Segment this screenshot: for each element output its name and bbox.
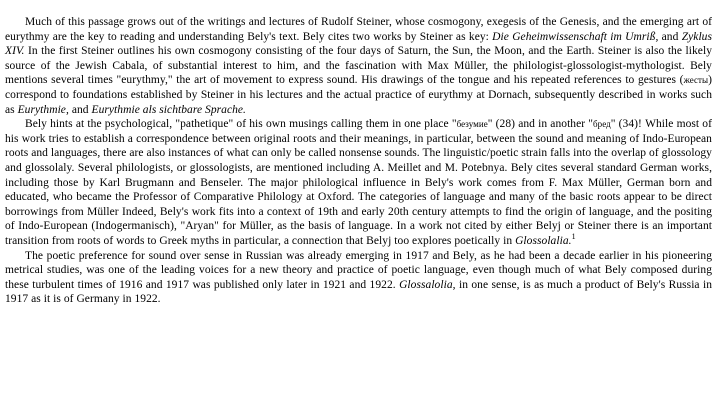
paragraph-poetic-preference — [5, 249, 712, 307]
text-run: ) correspond to foundations established by Steiner in his lectures and the actual practice of eurythmy at Dornach, subsequently described in works such as — [5, 74, 712, 116]
text-run: and — [658, 30, 682, 43]
book-title-sichtbare-sprache: Eurythmie als sichtbare Sprache. — [91, 103, 246, 116]
text-run: in one sense, is as much a product of Bely's Russia in 1917 as it is of Germany in 1922. — [5, 278, 713, 306]
book-title-glossolalia: Glossolalia. — [515, 234, 572, 247]
russian-term: жесты — [683, 75, 709, 86]
book-title-geheimwissenschaft: Die Geheimwissenschaft im Umriß, — [492, 30, 659, 43]
book-title-eurythmie: Eurythmie, — [17, 103, 69, 116]
book-title-zyklus: Zyklus XIV. — [5, 30, 713, 58]
russian-term: безумие — [456, 119, 488, 130]
text-run: Much of this passage grows out of the writings and lectures of Rudolf Steiner, whose cosmogony, exegesis of the Genesis, and the emerging art of eurythmy are the key to reading and understanding Bely's text. Bely cites two works by Steiner as key: — [5, 16, 712, 43]
text-run: In the first Steiner outlines his own cosmogony consisting of the four days of Saturn, the Sun, the Moon, and the Earth. Steiner is also the likely source of the Jewish Cabala, of substantial interest to him, and the fascination with Max Müller, the philologist-glossologist-mythologist. Bely mentions several times "eurythmy," the art of movement to express sound. His drawings of the tongue and his repeated references to gestures ( — [5, 45, 712, 87]
book-title-glossalolia: Glossalolia, — [399, 278, 456, 291]
paragraph-steiner — [5, 15, 712, 117]
russian-term: бред — [593, 119, 611, 130]
text-run: Bely hints at the psychological, "pathetique" of his own musings calling them in one place " — [25, 118, 457, 131]
footnote-marker[interactable]: 1 — [571, 232, 576, 242]
text-run: and — [68, 103, 92, 116]
text-run: The poetic preference for sound over sense in Russian was already emerging in 1917 and Bely, as he had been a decade earlier in his pioneering metrical studies, was one of the leading voices for a new theory and practice of poetic language, even though much of what Bely composed during these turbulent times of 1916 and 1917 was published only later in 1921 and 1922. — [5, 249, 712, 291]
paragraph-philology — [5, 117, 712, 248]
text-run: " (34)! While most of his work tries to establish a correspondence between original roots and their meanings, in particular, between the sound and meaning of Indo-European roots and languages, there are also instances of what can only be called nonsense sounds. The linguistic/poetic strain falls into the overlap of glossology and glossolaly. Several philologists, or glossologists, are mentioned including A. Meillet and M. Potebnya. Bely cites several standard German works, including those by Karl Brugmann and Benseler. The major philological influence in Bely's work comes from F. Max Müller, German born and educated, who became the Professor of Comparative Philology at Oxford. The categories of language and many of the basic roots appear to be direct borrowings from Müller Indeed, Bely's work fits into a context of 19th and early 20th century attempts to find the origin of language, and the positing of Indo-European (Indogermanisch), "Aryan" for Müller, as the basis of language. In a work not cited by either Belyj or Steiner there is an important transition from roots of words to Greek myths in particular, a connection that Belyj too explores poetically in — [5, 118, 712, 247]
text-run: " (28) and in another " — [487, 118, 594, 131]
